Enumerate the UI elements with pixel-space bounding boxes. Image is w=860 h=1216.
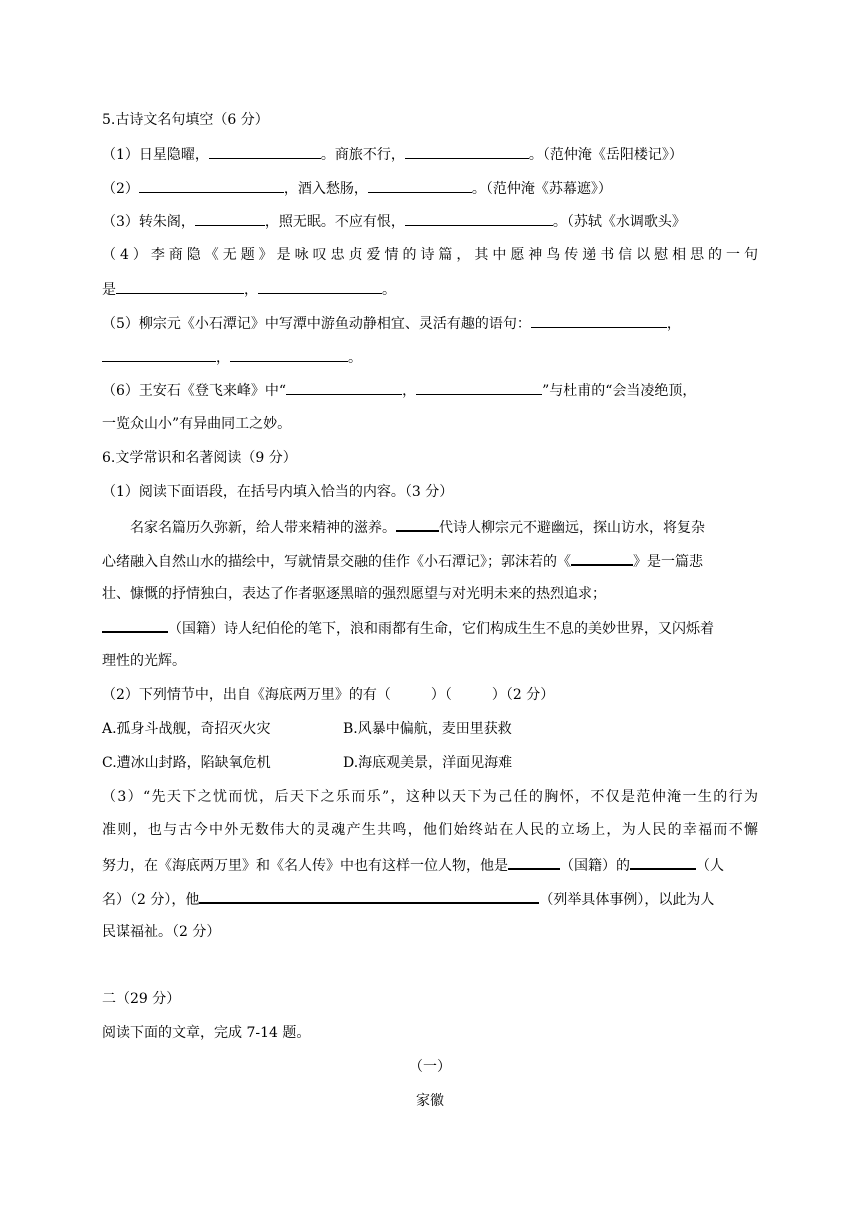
q6-para-line-5: 理性的光辉。 — [102, 653, 186, 669]
q5-4-text-a: 是 — [102, 282, 116, 298]
q6-3-text-a: 努力，在《海底两万里》和《名人传》中也有这样一位人物，他是 — [102, 858, 508, 874]
q5-3-blank-1[interactable] — [195, 211, 265, 226]
q5-6-blank-2[interactable] — [416, 380, 542, 395]
q5-title: 5.古诗文名句填空（6 分） — [102, 112, 269, 128]
q6-para-line-1 — [130, 516, 705, 538]
q5-item-5-cont — [102, 347, 362, 368]
q6-option-d-wrap — [343, 753, 512, 773]
q6-3-text-c: （人 — [696, 858, 724, 874]
q5-6-text-c: ”与杜甫的“会当凌绝顶， — [542, 383, 697, 399]
q6-p1-text-a: 名家名篇历久弥新，给人带来精神的滋养。 — [130, 520, 396, 536]
q5-item-4: （4）李商隐《无题》是咏叹忠贞爱情的诗篇，其中愿神鸟传递书信以慰相思的一句 — [102, 247, 758, 263]
q5-item-2 — [102, 178, 612, 199]
q6-para-line-2 — [102, 550, 703, 572]
q5-3-text-b: ，照无眠。不应有恨， — [264, 214, 405, 230]
q6-sub-3-line-4 — [102, 888, 714, 910]
q6-2-text-c: ）（2 分） — [491, 687, 555, 703]
q5-5-text-b: ， — [666, 316, 681, 332]
q6-p1-blank[interactable] — [396, 516, 439, 532]
q6-3-text-e: （列举具体事例），以此为人 — [539, 892, 715, 908]
q5-2-text-b: ，酒入愁肠， — [283, 181, 368, 197]
q6-sub-3-line-5: 民谋福祉。（2 分） — [102, 924, 221, 940]
q5-item-3 — [102, 211, 686, 232]
q6-3-blank-name[interactable] — [630, 854, 696, 870]
q5-1-blank-1[interactable] — [209, 144, 321, 159]
q5-3-text-a: （3）转朱阁， — [102, 214, 195, 230]
q5-1-text-a: （1）日星隐曜， — [102, 147, 209, 163]
option-a: A.孤身斗战舰，奇招灭火灾 — [102, 721, 271, 737]
q5-2-blank-2[interactable] — [368, 178, 472, 193]
q6-p2-text-a: 心绪融入自然山水的描绘中，写就情景交融的佳作《小石潭记》；郭沫若的《 — [102, 554, 571, 570]
q5-item-4-cont — [102, 279, 396, 300]
q6-option-b-wrap — [343, 719, 512, 739]
q6-2-text-a: （2）下列情节中，出自《海底两万里》的有（ — [102, 687, 391, 703]
q6-sub-3-line-2: 准则，也与古今中外无数伟大的灵魂产生共鸣，他们始终站在人民的立场上，为人民的幸福而不懈 — [102, 822, 758, 838]
q6-sub-3-line-1: （3）“先天下之忧而忧，后天下之乐而乐”，这种以天下为己任的胸怀，不仅是范仲淹一生的行为 — [102, 789, 758, 805]
section-2-title: 二（29 分） — [102, 991, 181, 1007]
q6-options-row-1 — [102, 719, 271, 739]
q6-p2-text-b: 》是一篇悲 — [633, 554, 703, 570]
q6-2-text-b: ）（ — [430, 687, 452, 703]
q5-2-text-c: 。（范仲淹《苏幕遮》） — [471, 181, 612, 197]
q5-3-blank-2[interactable] — [405, 211, 553, 226]
part-one-heading: （一） — [409, 1059, 451, 1075]
q6-3-text-b: （国籍）的 — [560, 858, 630, 874]
q5-item-6-cont: 一览众山小”有异曲同工之妙。 — [102, 416, 292, 432]
q6-sub-2 — [102, 685, 554, 705]
q5-2-text-a: （2） — [102, 181, 139, 197]
q6-title: 6.文学常识和名著阅读（9 分） — [102, 450, 297, 466]
q5-6-text-a: （6）王安石《登飞来峰》中“ — [102, 383, 287, 399]
q6-para-line-4 — [102, 617, 714, 639]
option-d: D.海底观美景，洋面见海难 — [343, 755, 513, 771]
q6-options-row-2 — [102, 753, 271, 773]
q5-5-text-c: ， — [216, 350, 230, 366]
q6-sub-1: （1）阅读下面语段，在括号内填入恰当的内容。（3 分） — [102, 484, 454, 500]
q5-4-blank-1[interactable] — [116, 279, 244, 294]
q5-4-text-b: ， — [244, 282, 258, 298]
q5-item-6 — [102, 380, 696, 401]
q6-p1-text-b: 代诗人柳宗元不避幽远，探山访水，将复杂 — [439, 520, 705, 536]
q6-3-text-d: 名）（2 分），他 — [102, 892, 200, 908]
q5-2-blank-1[interactable] — [139, 178, 284, 193]
q5-4-blank-2[interactable] — [258, 279, 382, 294]
q5-5-blank-3[interactable] — [230, 347, 348, 362]
q5-item-1 — [102, 144, 683, 165]
q5-6-text-b: ， — [402, 383, 417, 399]
q6-para-line-3: 壮、慷慨的抒情独白，表达了作者驱逐黑暗的强烈愿望与对光明未来的热烈追求； — [102, 586, 606, 602]
q5-1-text-b: 。商旅不行， — [320, 147, 405, 163]
option-c: C.遭冰山封路，陷缺氧危机 — [102, 755, 271, 771]
option-b: B.风暴中偏航，麦田里获救 — [343, 721, 512, 737]
q6-p4-blank[interactable] — [102, 617, 168, 633]
q5-5-blank-1[interactable] — [531, 313, 667, 328]
q6-3-blank-nationality[interactable] — [508, 854, 560, 870]
q5-5-blank-2[interactable] — [102, 347, 216, 362]
q5-1-blank-2[interactable] — [405, 144, 529, 159]
section-2-intro: 阅读下面的文章，完成 7-14 题。 — [102, 1025, 311, 1041]
q5-item-5 — [102, 313, 681, 334]
q6-p4-text: （国籍）诗人纪伯伦的笔下，浪和雨都有生命，它们构成生生不息的美妙世界，又闪烁着 — [168, 621, 714, 637]
q6-3-blank-deeds[interactable] — [199, 888, 539, 904]
q5-5-text-d: 。 — [348, 350, 362, 366]
q5-1-text-c: 。（范仲淹《岳阳楼记》） — [528, 147, 683, 163]
q6-sub-3-line-3 — [102, 854, 724, 876]
q5-3-text-c: 。（苏轼《水调歌头》 — [552, 214, 686, 230]
q5-5-text-a: （5）柳宗元《小石潭记》中写潭中游鱼动静相宜、灵活有趣的语句： — [102, 316, 531, 332]
article-title: 家徽 — [416, 1093, 444, 1109]
q6-p2-blank[interactable] — [571, 550, 633, 566]
q5-6-blank-1[interactable] — [286, 380, 402, 395]
q5-4-text-c: 。 — [382, 282, 396, 298]
